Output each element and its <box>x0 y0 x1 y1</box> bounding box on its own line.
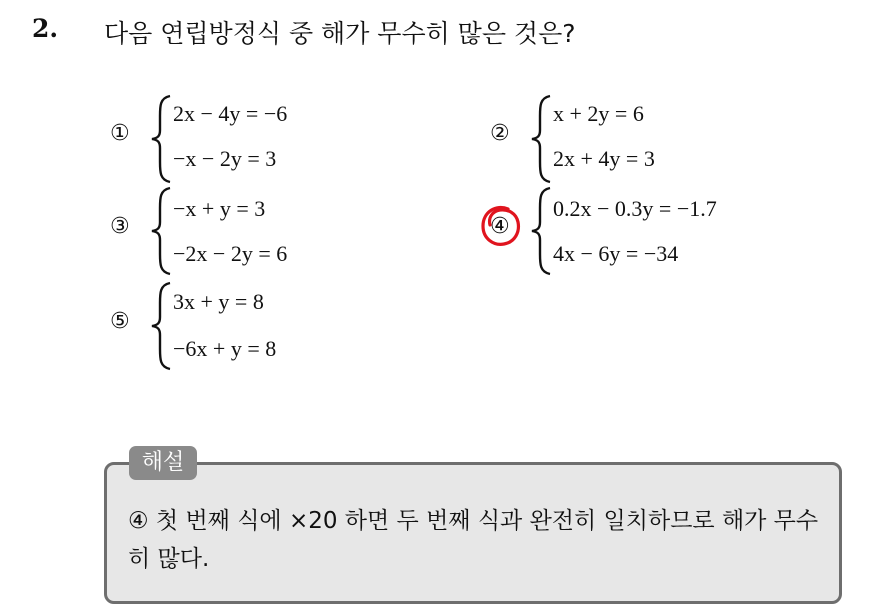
question-number: 2. <box>32 14 59 43</box>
brace-1 <box>150 94 174 184</box>
choice-5-number: ⑤ <box>110 309 130 334</box>
choice-2-number: ② <box>490 121 510 146</box>
choice-4-eq1: 0.2x − 0.3y = −1.7 <box>553 196 717 221</box>
choice-3-number: ③ <box>110 214 130 239</box>
question-text: 다음 연립방정식 중 해가 무수히 많은 것은? <box>104 19 576 48</box>
solution-text: ④ 첫 번째 식에 ×20 하면 두 번째 식과 완전히 일치하므로 해가 무수히 많다. <box>128 508 819 572</box>
brace-2 <box>530 94 554 184</box>
choice-3-eq2: −2x − 2y = 6 <box>173 241 288 266</box>
choice-2-eq2: 2x + 4y = 3 <box>553 146 655 171</box>
choice-2-eq1: x + 2y = 6 <box>553 101 644 126</box>
choice-4-eq2: 4x − 6y = −34 <box>553 241 679 266</box>
solution-tag: 해설 <box>129 446 197 480</box>
choice-5-eq2: −6x + y = 8 <box>173 336 277 361</box>
choice-1-number: ① <box>110 121 130 146</box>
brace-4 <box>530 186 554 276</box>
choice-4-number: ④ <box>490 214 510 239</box>
choice-1-eq2: −x − 2y = 3 <box>173 146 277 171</box>
brace-5 <box>150 280 174 372</box>
choice-1-eq1: 2x − 4y = −6 <box>173 101 288 126</box>
brace-3 <box>150 186 174 276</box>
choice-5-eq1: 3x + y = 8 <box>173 289 264 314</box>
choice-3-eq1: −x + y = 3 <box>173 196 266 221</box>
